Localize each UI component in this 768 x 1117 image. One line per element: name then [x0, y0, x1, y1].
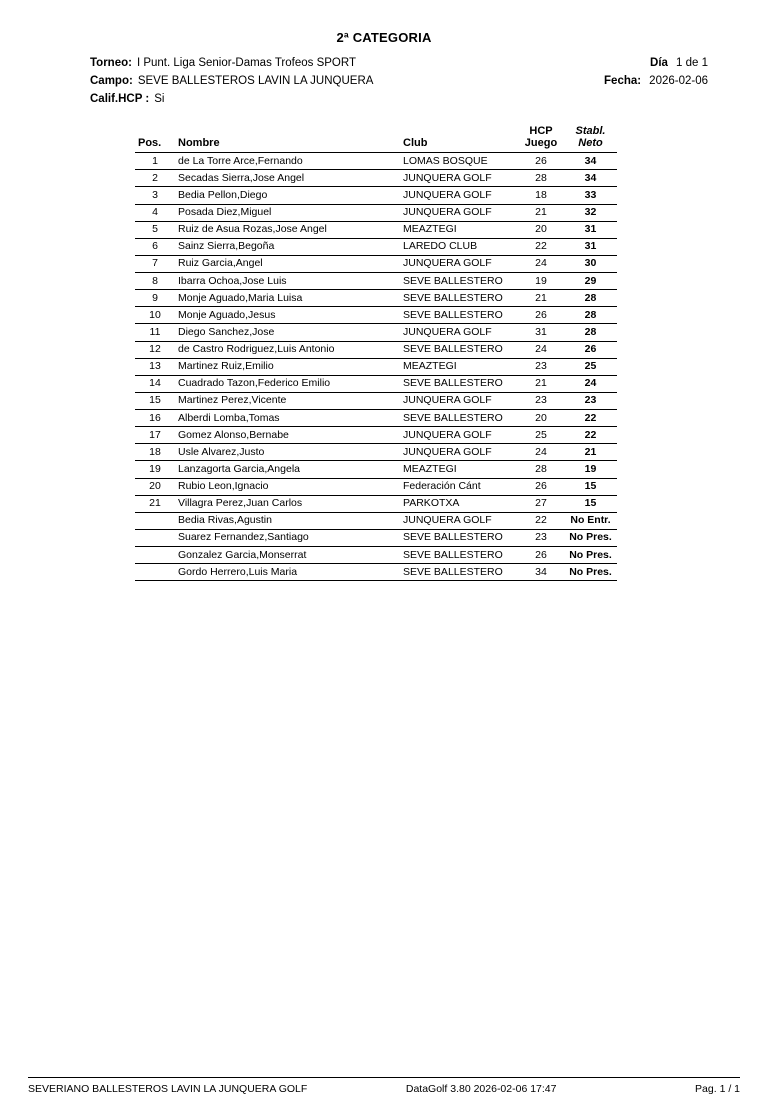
cell-pos: 14 — [135, 375, 175, 392]
footer-page-number: Pag. 1 / 1 — [695, 1083, 740, 1095]
header-row-calif — [90, 93, 708, 108]
column-header-hcp-line2: Juego — [524, 137, 558, 150]
fecha-label: Fecha: — [604, 75, 642, 87]
cell-hcp: 25 — [518, 427, 564, 444]
cell-nombre: Monje Aguado,Jesus — [175, 307, 400, 324]
dia-value: 1 de 1 — [676, 57, 708, 69]
fecha-value: 2026-02-06 — [649, 75, 708, 87]
cell-pos — [135, 564, 175, 581]
campo-value: SEVE BALLESTEROS LAVIN LA JUNQUERA — [137, 75, 374, 87]
cell-club: LAREDO CLUB — [400, 238, 518, 255]
table-row — [135, 512, 617, 529]
cell-nombre: Bedia Rivas,Agustin — [175, 512, 400, 529]
cell-pos: 9 — [135, 290, 175, 307]
cell-club: SEVE BALLESTERO — [400, 547, 518, 564]
cell-hcp: 26 — [518, 547, 564, 564]
table-row — [135, 170, 617, 187]
cell-hcp: 26 — [518, 153, 564, 170]
table-row — [135, 375, 617, 392]
cell-stabl: 15 — [564, 478, 617, 495]
cell-club: SEVE BALLESTERO — [400, 273, 518, 290]
cell-hcp: 21 — [518, 204, 564, 221]
cell-nombre: Rubio Leon,Ignacio — [175, 478, 400, 495]
cell-nombre: Ruiz de Asua Rozas,Jose Angel — [175, 221, 400, 238]
table-row — [135, 478, 617, 495]
cell-nombre: Gonzalez Garcia,Monserrat — [175, 547, 400, 564]
cell-hcp: 20 — [518, 410, 564, 427]
cell-stabl: 15 — [564, 495, 617, 512]
cell-club: JUNQUERA GOLF — [400, 392, 518, 409]
cell-club: SEVE BALLESTERO — [400, 564, 518, 581]
cell-hcp: 21 — [518, 375, 564, 392]
cell-stabl: 26 — [564, 341, 617, 358]
cell-club: JUNQUERA GOLF — [400, 427, 518, 444]
cell-nombre: Gordo Herrero,Luis Maria — [175, 564, 400, 581]
table-row — [135, 324, 617, 341]
dia-label: Día — [650, 57, 668, 69]
cell-stabl: 22 — [564, 410, 617, 427]
cell-club: LOMAS BOSQUE — [400, 153, 518, 170]
cell-stabl: 22 — [564, 427, 617, 444]
cell-nombre: Alberdi Lomba,Tomas — [175, 410, 400, 427]
header-row-fecha — [604, 75, 708, 87]
cell-hcp: 22 — [518, 512, 564, 529]
calif-hcp-value: Si — [154, 93, 165, 105]
cell-nombre: Usle Alvarez,Justo — [175, 444, 400, 461]
cell-nombre: Cuadrado Tazon,Federico Emilio — [175, 375, 400, 392]
cell-nombre: Bedia Pellon,Diego — [175, 187, 400, 204]
cell-pos: 18 — [135, 444, 175, 461]
cell-pos: 2 — [135, 170, 175, 187]
cell-club: SEVE BALLESTERO — [400, 341, 518, 358]
cell-stabl: No Pres. — [564, 564, 617, 581]
cell-nombre: Martinez Perez,Vicente — [175, 392, 400, 409]
cell-club: SEVE BALLESTERO — [400, 375, 518, 392]
table-row — [135, 392, 617, 409]
table-row — [135, 273, 617, 290]
cell-pos: 16 — [135, 410, 175, 427]
table-row — [135, 341, 617, 358]
table-row — [135, 547, 617, 564]
cell-nombre: Lanzagorta Garcia,Angela — [175, 461, 400, 478]
cell-nombre: Villagra Perez,Juan Carlos — [175, 495, 400, 512]
cell-hcp: 23 — [518, 529, 564, 546]
cell-nombre: Posada Diez,Miguel — [175, 204, 400, 221]
column-header-pos: Pos. — [135, 124, 175, 153]
table-row — [135, 495, 617, 512]
table-row — [135, 427, 617, 444]
page-footer — [28, 1077, 740, 1095]
cell-club: JUNQUERA GOLF — [400, 204, 518, 221]
cell-hcp: 24 — [518, 255, 564, 272]
cell-nombre: Secadas Sierra,Jose Angel — [175, 170, 400, 187]
table-body — [135, 153, 617, 581]
table-row — [135, 153, 617, 170]
table-row — [135, 204, 617, 221]
document-page — [0, 30, 768, 1117]
cell-stabl: No Pres. — [564, 547, 617, 564]
column-header-nombre: Nombre — [175, 124, 400, 153]
cell-club: SEVE BALLESTERO — [400, 290, 518, 307]
cell-hcp: 20 — [518, 221, 564, 238]
cell-stabl: 31 — [564, 238, 617, 255]
cell-hcp: 27 — [518, 495, 564, 512]
cell-pos: 11 — [135, 324, 175, 341]
cell-nombre: Ibarra Ochoa,Jose Luis — [175, 273, 400, 290]
cell-pos: 5 — [135, 221, 175, 238]
cell-stabl: 29 — [564, 273, 617, 290]
cell-club: MEAZTEGI — [400, 358, 518, 375]
cell-club: JUNQUERA GOLF — [400, 187, 518, 204]
cell-stabl: 28 — [564, 307, 617, 324]
cell-hcp: 22 — [518, 238, 564, 255]
cell-club: Federación Cánt — [400, 478, 518, 495]
document-header — [0, 57, 768, 108]
cell-pos: 12 — [135, 341, 175, 358]
cell-club: SEVE BALLESTERO — [400, 529, 518, 546]
cell-club: JUNQUERA GOLF — [400, 170, 518, 187]
cell-pos — [135, 529, 175, 546]
results-table — [135, 124, 617, 581]
cell-hcp: 19 — [518, 273, 564, 290]
cell-pos: 17 — [135, 427, 175, 444]
cell-stabl: 32 — [564, 204, 617, 221]
cell-pos — [135, 512, 175, 529]
cell-stabl: No Pres. — [564, 529, 617, 546]
cell-club: MEAZTEGI — [400, 461, 518, 478]
cell-nombre: Sainz Sierra,Begoña — [175, 238, 400, 255]
cell-pos: 10 — [135, 307, 175, 324]
footer-club-name: SEVERIANO BALLESTEROS LAVIN LA JUNQUERA GOLF — [28, 1083, 308, 1095]
table-row — [135, 255, 617, 272]
cell-stabl: 28 — [564, 324, 617, 341]
table-row — [135, 529, 617, 546]
cell-pos: 19 — [135, 461, 175, 478]
cell-hcp: 26 — [518, 307, 564, 324]
cell-stabl: 34 — [564, 170, 617, 187]
table-row — [135, 358, 617, 375]
cell-stabl: 34 — [564, 153, 617, 170]
cell-club: MEAZTEGI — [400, 221, 518, 238]
torneo-value: I Punt. Liga Senior-Damas Trofeos SPORT — [136, 57, 356, 69]
cell-club: SEVE BALLESTERO — [400, 307, 518, 324]
calif-hcp-label: Calif.HCP : — [90, 93, 150, 105]
cell-nombre: Diego Sanchez,Jose — [175, 324, 400, 341]
cell-stabl: 25 — [564, 358, 617, 375]
cell-club: SEVE BALLESTERO — [400, 410, 518, 427]
page-title: 2ª CATEGORIA — [336, 30, 432, 45]
table-row — [135, 290, 617, 307]
table-row — [135, 307, 617, 324]
header-row-dia — [650, 57, 708, 69]
cell-stabl: 33 — [564, 187, 617, 204]
cell-pos: 1 — [135, 153, 175, 170]
table-row — [135, 187, 617, 204]
cell-pos: 15 — [135, 392, 175, 409]
cell-hcp: 34 — [518, 564, 564, 581]
cell-stabl: No Entr. — [564, 512, 617, 529]
footer-software-info: DataGolf 3.80 2026-02-06 17:47 — [405, 1083, 557, 1095]
cell-hcp: 24 — [518, 341, 564, 358]
table-row — [135, 461, 617, 478]
cell-hcp: 28 — [518, 170, 564, 187]
cell-stabl: 21 — [564, 444, 617, 461]
table-row — [135, 410, 617, 427]
cell-pos: 7 — [135, 255, 175, 272]
cell-hcp: 23 — [518, 392, 564, 409]
cell-nombre: Gomez Alonso,Bernabe — [175, 427, 400, 444]
cell-hcp: 28 — [518, 461, 564, 478]
cell-hcp: 31 — [518, 324, 564, 341]
cell-nombre: de Castro Rodriguez,Luis Antonio — [175, 341, 400, 358]
cell-nombre: de La Torre Arce,Fernando — [175, 153, 400, 170]
column-header-stabl-line2: Neto — [578, 137, 603, 150]
cell-stabl: 19 — [564, 461, 617, 478]
cell-club: JUNQUERA GOLF — [400, 255, 518, 272]
cell-stabl: 23 — [564, 392, 617, 409]
cell-club: PARKOTXA — [400, 495, 518, 512]
cell-hcp: 21 — [518, 290, 564, 307]
cell-nombre: Suarez Fernandez,Santiago — [175, 529, 400, 546]
cell-nombre: Monje Aguado,Maria Luisa — [175, 290, 400, 307]
table-header-row — [135, 124, 617, 153]
table-header — [135, 124, 617, 153]
column-header-hcp-juego — [518, 124, 564, 153]
cell-pos — [135, 547, 175, 564]
cell-pos: 3 — [135, 187, 175, 204]
cell-pos: 4 — [135, 204, 175, 221]
cell-pos: 20 — [135, 478, 175, 495]
cell-nombre: Martinez Ruiz,Emilio — [175, 358, 400, 375]
cell-stabl: 28 — [564, 290, 617, 307]
torneo-label: Torneo: — [90, 57, 132, 69]
cell-club: JUNQUERA GOLF — [400, 444, 518, 461]
campo-label: Campo: — [90, 75, 133, 87]
cell-club: JUNQUERA GOLF — [400, 512, 518, 529]
cell-nombre: Ruiz Garcia,Angel — [175, 255, 400, 272]
column-header-stabl-neto — [564, 124, 617, 153]
cell-hcp: 18 — [518, 187, 564, 204]
cell-stabl: 30 — [564, 255, 617, 272]
table-row — [135, 221, 617, 238]
cell-pos: 21 — [135, 495, 175, 512]
table-row — [135, 444, 617, 461]
column-header-hcp-line1: HCP — [529, 125, 553, 137]
table-row — [135, 238, 617, 255]
cell-hcp: 26 — [518, 478, 564, 495]
table-row — [135, 564, 617, 581]
cell-pos: 8 — [135, 273, 175, 290]
cell-stabl: 24 — [564, 375, 617, 392]
cell-hcp: 23 — [518, 358, 564, 375]
cell-pos: 6 — [135, 238, 175, 255]
cell-stabl: 31 — [564, 221, 617, 238]
cell-hcp: 24 — [518, 444, 564, 461]
column-header-club: Club — [400, 124, 518, 153]
column-header-stabl-line1: Stabl. — [575, 125, 606, 137]
cell-club: JUNQUERA GOLF — [400, 324, 518, 341]
header-row-torneo — [90, 57, 708, 72]
cell-pos: 13 — [135, 358, 175, 375]
